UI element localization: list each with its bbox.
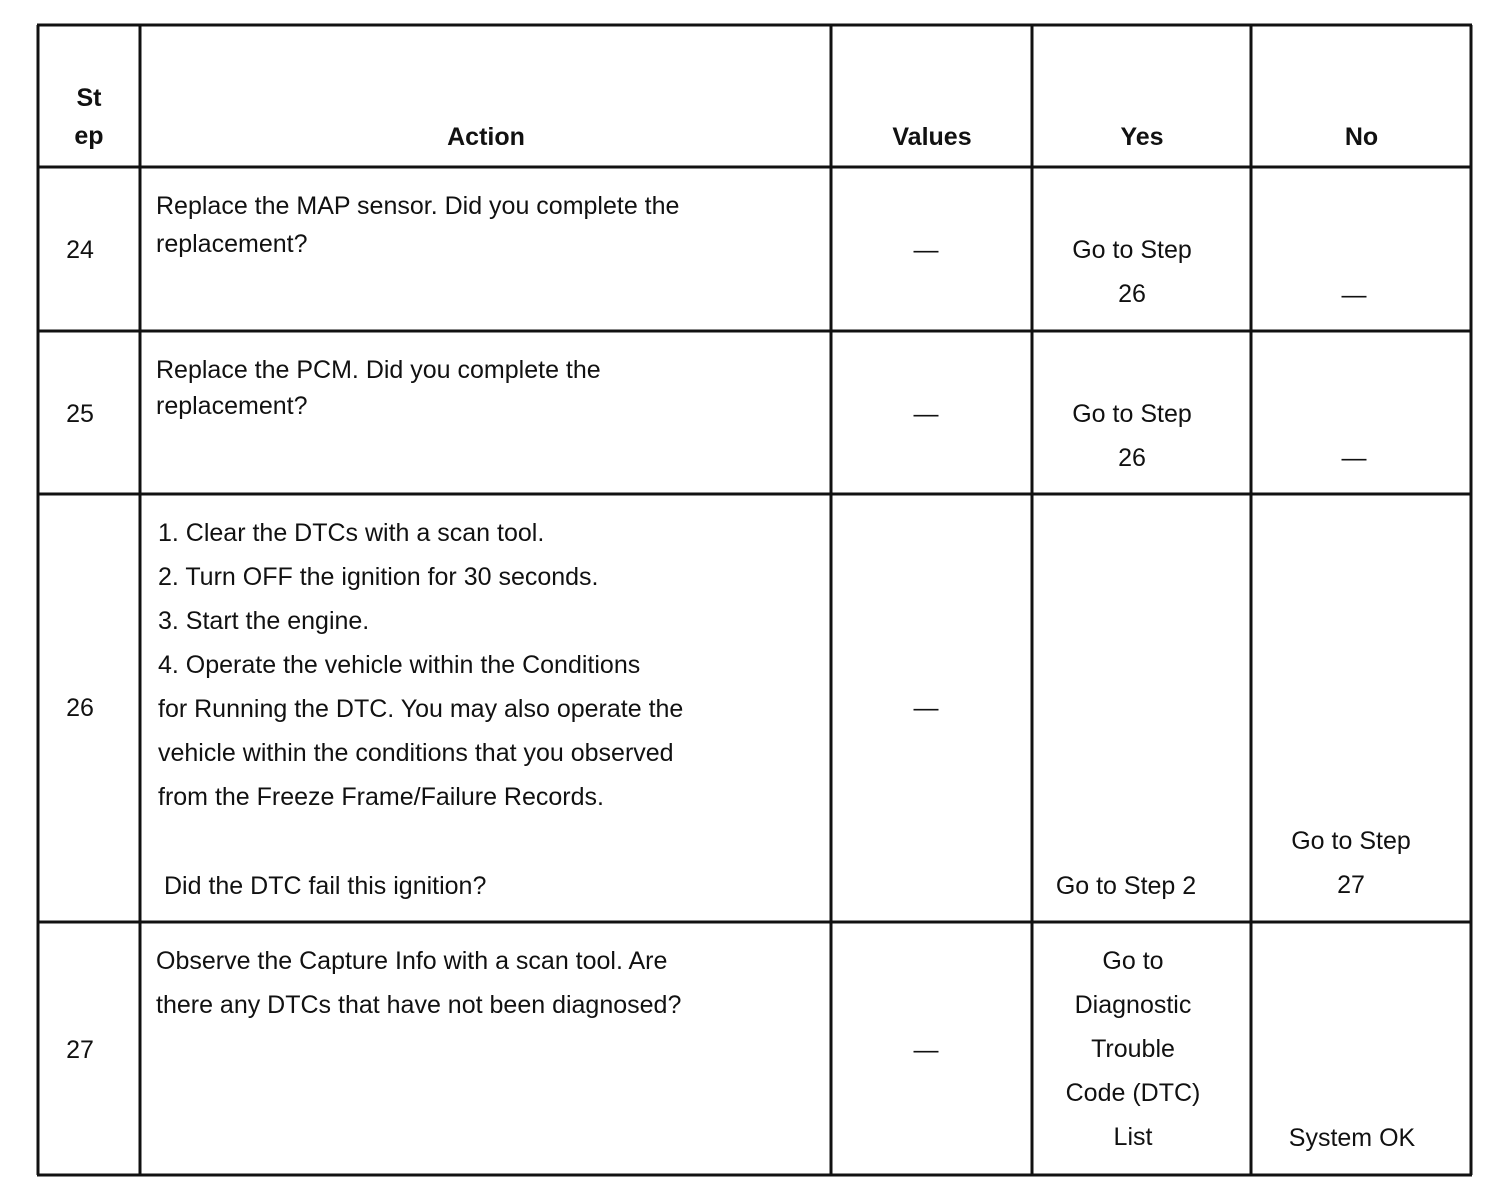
action-text — [156, 355, 601, 421]
step-number: 25 — [66, 400, 94, 428]
yes-cell — [1034, 946, 1232, 1152]
action-line: for Running the DTC. You may also operate the — [158, 695, 684, 723]
yes-line: 26 — [1118, 444, 1146, 472]
yes-cell: Go to Step 2 — [1055, 872, 1197, 900]
action-line: Replace the MAP sensor. Did you complete the — [156, 192, 680, 220]
step-number: 27 — [66, 1036, 94, 1064]
yes-line: Go to Step — [1072, 236, 1192, 264]
action-text — [156, 946, 681, 1020]
action-line: 3. Start the engine. — [158, 607, 370, 635]
step-number: 24 — [66, 236, 94, 264]
yes-line: Go to — [1102, 947, 1164, 975]
header-action: Action — [447, 123, 525, 151]
action-line: 4. Operate the vehicle within the Conditions — [158, 651, 641, 679]
no-cell: — — [1341, 281, 1367, 309]
action-text — [156, 191, 679, 259]
action-line: there any DTCs that have not been diagnosed? — [156, 991, 682, 1019]
yes-line: Go to Step — [1072, 400, 1192, 428]
action-line: 1. Clear the DTCs with a scan tool. — [158, 519, 545, 547]
yes-line: List — [1113, 1123, 1153, 1151]
action-line: Observe the Capture Info with a scan tool. Are — [156, 947, 668, 975]
no-cell: — — [1341, 444, 1367, 472]
yes-line: 26 — [1118, 280, 1146, 308]
yes-cell — [1034, 235, 1230, 309]
action-line: vehicle within the conditions that you observed — [158, 739, 674, 767]
no-cell — [1253, 826, 1449, 900]
action-line: replacement? — [156, 230, 308, 258]
no-cell: System OK — [1288, 1124, 1416, 1152]
values-cell: — — [913, 236, 939, 264]
action-text — [158, 518, 683, 812]
action-line: replacement? — [156, 392, 308, 420]
values-cell: — — [913, 1036, 939, 1064]
header-step-line1: St — [76, 84, 102, 112]
yes-cell — [1034, 399, 1230, 473]
step-number: 26 — [66, 694, 94, 722]
action-question: Did the DTC fail this ignition? — [164, 872, 487, 900]
header-step — [40, 83, 138, 151]
header-step-line2: ep — [74, 122, 104, 150]
action-line: Replace the PCM. Did you complete the — [156, 356, 601, 384]
header-no: No — [1344, 123, 1379, 151]
action-line: 2. Turn OFF the ignition for 30 seconds. — [158, 563, 599, 591]
values-cell: — — [913, 694, 939, 722]
values-cell: — — [913, 400, 939, 428]
yes-line: Code (DTC) — [1065, 1079, 1201, 1107]
header-values: Values — [892, 123, 972, 151]
yes-line: Diagnostic — [1074, 991, 1192, 1019]
no-line: Go to Step — [1291, 827, 1411, 855]
header-yes: Yes — [1120, 123, 1164, 151]
no-line: 27 — [1337, 871, 1365, 899]
yes-line: Trouble — [1091, 1035, 1175, 1063]
action-line: from the Freeze Frame/Failure Records. — [158, 783, 604, 811]
